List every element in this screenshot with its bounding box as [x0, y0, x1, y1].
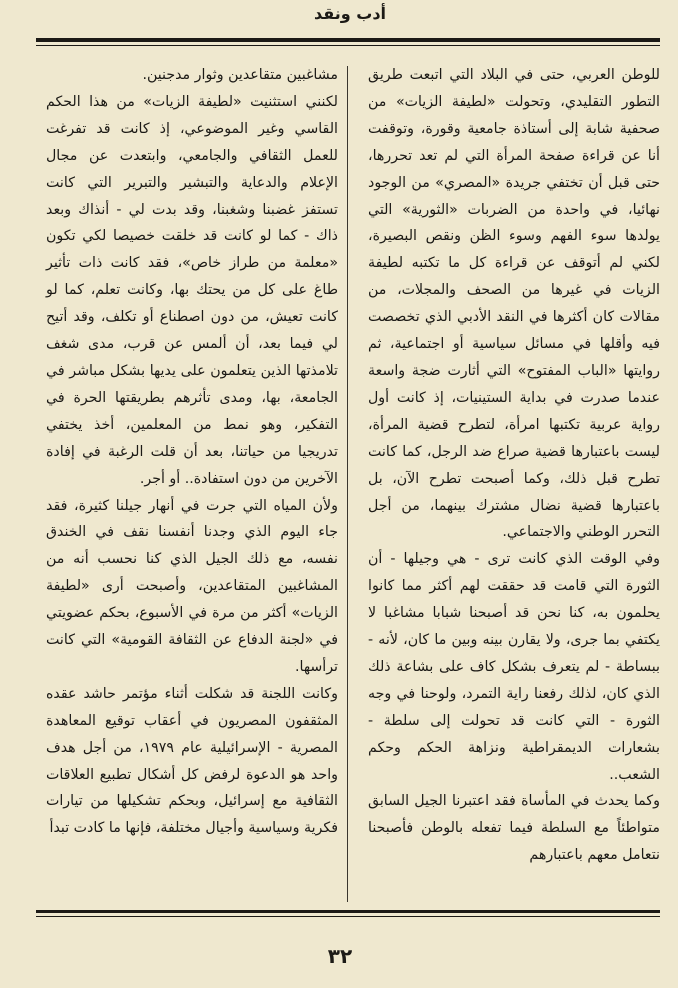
paragraph: مشاغبين متقاعدين وثوار مدجنين.	[142, 67, 338, 83]
paragraph: لكنني استثنيت «لطيفة الزيات» من هذا الحكم القاسي وغير الموضوعي، إذ كانت قد تفرغت للعمل الثقافي والجامعي، وابتعدت عن مجال الإعلام والدعاية والتبشير والتبرير التي كانت تستفز غضبنا وشغبنا، وقد بدت لي - أنذاك وبعد ذاك - كما لو كانت قد خلقت خصيصا لكي تكون «معلمة من طراز خاص»، فقد كانت ذات تأثير طاغ على كل من يحتك بها، وكانت تعلم، كما لو كانت تعيش، من دون اصطناع أو تكلف، وقد أتيح لي فيما بعد، أن ألمس عن قرب، مدى شغف تلامذتها الذين يتعلمون على يديها بشكل مباشر في الجامعة، بها، ومدى تأثرهم بطريقتها الحرة في التفكير، وهو نمط من المعلمين، أخذ يختفي تدريجيا من حياتنا، بعد أن قلت الرغبة في إفادة الآخرين من دون استفادة.. أو أجر.	[46, 93, 338, 487]
header-rule-thick	[36, 38, 660, 42]
paragraph: وكانت اللجنة قد شكلت أثناء مؤتمر حاشد عقده المثقفون المصريون في أعقاب توقيع المعاهدة المصرية - الإسرائيلية عام ١٩٧٩، من أجل هدف واحد هو الدعوة لرفض كل أشكال تطبيع العلاقات الثقافية مع إسرائيل، وبحكم تشكيلها من تيارات فكرية وسياسية وأجيال مختلفة، فإنها ما كادت تبدأ	[46, 685, 339, 837]
footer-rule-thin	[36, 916, 660, 917]
footer-rule-thick	[36, 910, 660, 913]
paragraph: وفي الوقت الذي كانت ترى - هي وجيلها - أن الثورة التي قامت قد حققت لهم أكثر مما كانوا يحلمون به، كنا نحن قد أصبحنا شبابا مشاغبا لا يكتفي بما جرى، ولا يقارن بينه وبين ما كان، لأنه - ببساطة - لم يتعرف بشكل كاف على بشاعة ذلك الذي كان، لذلك رفعنا راية التمرد، ولوحنا في وجه الثورة - التي كانت قد تحولت إلى سلطة - بشعارات الديمقراطية ونزاهة الحكم وحكم الشعب..	[368, 551, 660, 783]
paragraph: وكما يحدث في المأساة فقد اعتبرنا الجيل السابق متواطئاً مع السلطة فيما تفعله بالوطن فأصبحنا نتعامل معهم باعتبارهم	[368, 793, 660, 864]
section-header: أدب ونقد	[313, 4, 387, 23]
left-column	[46, 62, 338, 842]
column-divider	[347, 66, 348, 902]
paragraph: ولأن المياه التي جرت في أنهار جيلنا كثيرة، فقد جاء اليوم الذي وجدنا أنفسنا نقف في الخندق نفسه، مع ذلك الجيل الذي كنا نحسب أنه من المشاغبين المتقاعدين، وأصبحت أرى «لطيفة الزيات» أكثر من مرة في الأسبوع، بحكم عضويتي في «لجنة الدفاع عن الثقافة القومية» التي كانت ترأسها.	[46, 497, 338, 675]
paragraph: للوطن العربي، حتى في البلاد التي اتبعت طريق التطور التقليدي، وتحولت «لطيفة الزيات» من صحفية شابة إلى أستاذة جامعية وقورة، وتوقفت أنا عن قراءة صفحة المرأة التي لم تعد تحررها، حتى قبل أن تختفي جريدة «المصري» من الوجود نهائيا، في واحدة من الضربات «الثورية» التي يولدها سوء الفهم وسوء الظن ونقص البصيرة، لكني لم أتوقف عن قراءة كل ما تكتبه لطيفة الزيات في غيرها من الصحف والمجلات، من مقالات كان أكثرها في النقد الأدبي الذي تخصصت فيه وأقلها في مسائل سياسية أو اجتماعية، ثم روايتها «الباب المفتوح» التي أثارت ضجة واسعة عندما صدرت في بداية الستينيات، إذ كانت أول رواية عربية تكتبها امرأة، لتطرح قضية المرأة، ليست باعتبارها قضية صراع ضد الرجل، كما كانت تطرح قبل ذلك، وكما أصبحت تطرح الآن، بل باعتبارها قضية نضال مشترك بينهما، من أجل التحرر الوطني والاجتماعي.	[368, 67, 660, 541]
page-number: ٣٢	[327, 944, 353, 968]
header-rule-thin	[36, 45, 660, 46]
right-column	[368, 62, 660, 869]
